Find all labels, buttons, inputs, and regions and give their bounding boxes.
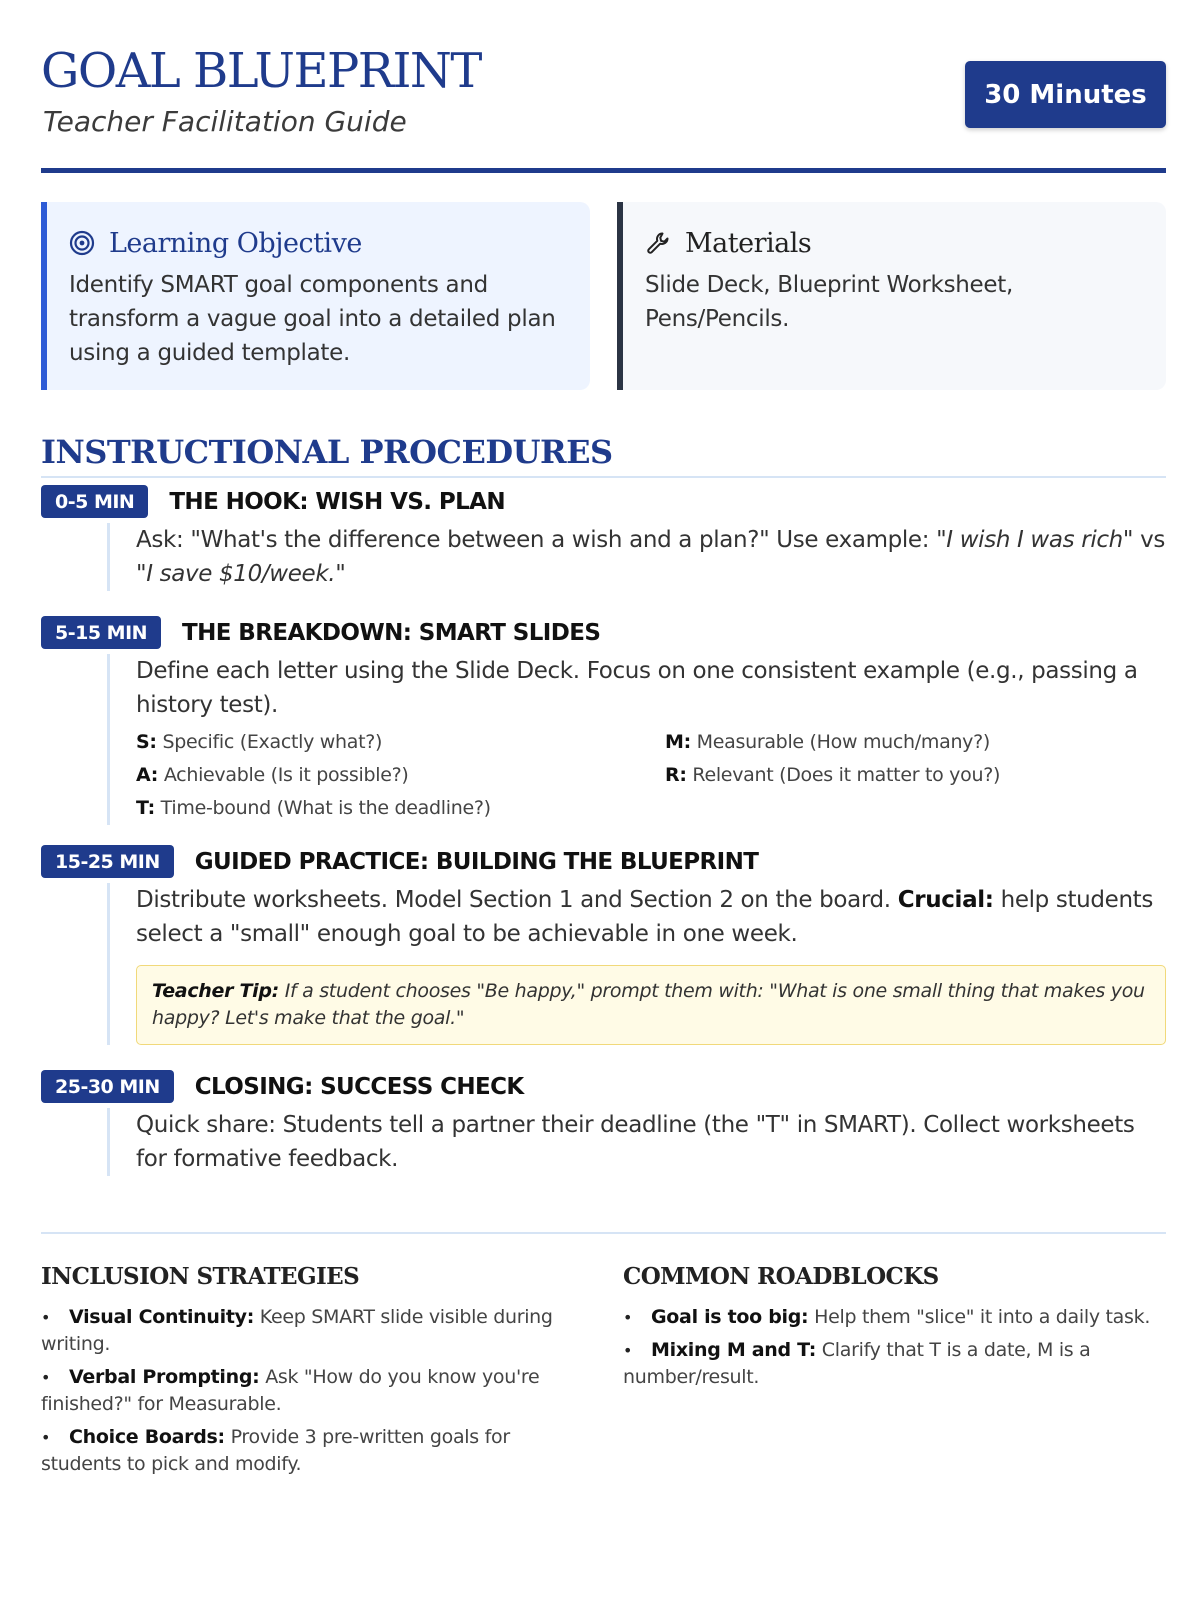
- materials-text: Slide Deck, Blueprint Worksheet, Pens/Pencils.: [645, 272, 1013, 332]
- smart-item-t: T: Time-bound (What is the deadline?): [136, 797, 491, 819]
- step-description: Ask: "What's the difference between a wish and a plan?" Use example: "I wish I was rich" vs "I save $10/week.": [136, 527, 1165, 587]
- step-title: CLOSING: SUCCESS CHECK: [194, 1073, 524, 1100]
- step-description: Quick share: Students tell a partner their deadline (the "T" in SMART). Collect worksheets for formative feedback.: [136, 1112, 1135, 1172]
- step-title: GUIDED PRACTICE: BUILDING THE BLUEPRINT: [194, 848, 759, 875]
- time-badge: 0-5 MIN: [41, 485, 148, 518]
- smart-item-r: R: Relevant (Does it matter to you?): [665, 764, 1001, 786]
- smart-list: [136, 726, 1166, 825]
- smart-item-s: S: Specific (Exactly what?): [136, 731, 383, 753]
- duration-badge: 30 Minutes: [965, 61, 1166, 128]
- common-roadblocks: [623, 1262, 1166, 1397]
- learning-objective-text: Identify SMART goal components and transform a vague goal into a detailed plan using a guided template.: [69, 272, 556, 366]
- procedure-step-closing: [41, 1070, 1166, 1176]
- teacher-tip: Teacher Tip: If a student chooses "Be happy," prompt them with: "What is one small thing that makes you happy? Let's make that the goal.": [136, 965, 1166, 1045]
- procedures-heading: INSTRUCTIONAL PROCEDURES: [41, 433, 613, 471]
- time-badge: 15-25 MIN: [41, 845, 174, 878]
- list-item: • Goal is too big: Help them "slice" it into a daily task.: [623, 1306, 1151, 1328]
- header-divider: [41, 168, 1166, 173]
- time-badge: 5-15 MIN: [41, 616, 161, 649]
- list-item: • Choice Boards: Provide 3 pre-written goals for students to pick and modify.: [41, 1426, 510, 1475]
- smart-item-m: M: Measurable (How much/many?): [665, 731, 991, 753]
- page-title: GOAL BLUEPRINT: [41, 43, 481, 99]
- time-badge: 25-30 MIN: [41, 1070, 174, 1103]
- step-title: THE HOOK: WISH VS. PLAN: [169, 488, 505, 515]
- wrench-icon: [645, 230, 671, 256]
- procedures-divider: [41, 476, 1166, 478]
- procedure-step-guided-practice: [41, 845, 1166, 1045]
- header: [41, 0, 1166, 176]
- list-item: • Verbal Prompting: Ask "How do you know you're finished?" for Measurable.: [41, 1366, 540, 1415]
- learning-objective-title: Learning Objective: [109, 227, 362, 259]
- procedure-step-breakdown: [41, 616, 1166, 825]
- page-subtitle: Teacher Facilitation Guide: [43, 105, 407, 138]
- inclusion-title: INCLUSION STRATEGIES: [41, 1263, 360, 1290]
- materials-title: Materials: [685, 227, 812, 259]
- materials-box: [617, 202, 1166, 390]
- step-title: THE BREAKDOWN: SMART SLIDES: [182, 619, 601, 646]
- procedure-step-hook: [41, 485, 1166, 591]
- learning-objective-box: [41, 202, 590, 390]
- roadblocks-title: COMMON ROADBLOCKS: [623, 1263, 939, 1290]
- smart-item-a: A: Achievable (Is it possible?): [136, 764, 409, 786]
- info-boxes: [41, 202, 1166, 390]
- target-icon: [69, 230, 95, 256]
- inclusion-strategies: [41, 1262, 571, 1484]
- step-description: Distribute worksheets. Model Section 1 and Section 2 on the board. Crucial: help students select a "small" enough goal to be achievable in one week.: [136, 887, 1153, 947]
- step-description: Define each letter using the Slide Deck. Focus on one consistent example (e.g., passing a history test).: [136, 658, 1138, 718]
- footer-divider: [41, 1232, 1166, 1234]
- list-item: • Visual Continuity: Keep SMART slide visible during writing.: [41, 1306, 553, 1355]
- document-page: [41, 0, 1166, 1475]
- list-item: • Mixing M and T: Clarify that T is a date, M is a number/result.: [623, 1339, 1091, 1388]
